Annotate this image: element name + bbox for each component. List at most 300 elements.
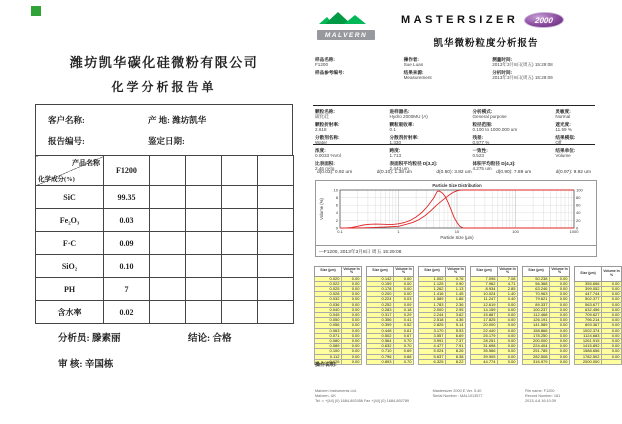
size-cell: 2.244 xyxy=(419,313,446,318)
chem-table-row xyxy=(36,278,294,301)
y-left-tick-label: 0 xyxy=(335,225,338,231)
size-cell: 11.247 xyxy=(471,297,498,302)
component-label: F·C xyxy=(36,232,104,255)
volume-cell: 0.90 xyxy=(446,281,466,286)
size-cell: 0.080 xyxy=(315,339,342,344)
volume-cell: 0.00 xyxy=(342,302,362,307)
size-cell: 178.250 xyxy=(523,333,550,338)
size-cell: 0.022 xyxy=(315,281,342,286)
corner-composition-label: 化学成分(%) xyxy=(38,176,75,183)
field-value: Measurement xyxy=(403,75,432,81)
field-value: 0.1 xyxy=(389,127,396,133)
volume-cell: 0.00 xyxy=(342,333,362,338)
field-value: 0.523 xyxy=(472,153,484,159)
volume-cell: 0.00 xyxy=(602,328,622,333)
chem-table-row xyxy=(36,232,294,255)
volume-cell: 0.00 xyxy=(342,276,362,281)
empty-cell xyxy=(258,209,294,232)
component-label: SiO₂ xyxy=(36,255,104,278)
footer-block xyxy=(315,389,433,403)
size-cell: 0.356 xyxy=(367,318,394,323)
x-tick-label: 0.1 xyxy=(337,229,343,234)
empty-cell xyxy=(150,186,186,209)
y-right-tick-label: 20 xyxy=(576,217,581,223)
size-cell: 3.991 xyxy=(419,339,446,344)
volume-cell: 0.00 xyxy=(342,307,362,312)
malvern-wordmark: MALVERN xyxy=(317,30,375,40)
empty-cell xyxy=(222,255,258,278)
volume-cell: 0.00 xyxy=(498,333,518,338)
field-label: 样品参考编号: xyxy=(315,69,345,75)
volume-cell: 0.70 xyxy=(394,339,414,344)
volume-cell: 2.85 xyxy=(498,287,518,292)
y-left-tick-label: 4 xyxy=(335,210,338,216)
size-cell: 1.262 xyxy=(419,287,446,292)
size-cell: 39.905 xyxy=(471,354,498,359)
volume-cell: 0.00 xyxy=(550,333,570,338)
size-cell: 1002.374 xyxy=(575,328,602,333)
field-label: 一致性: xyxy=(472,148,488,153)
footer-line: Record Number: 181 xyxy=(524,393,561,398)
volume-cell: 0.67 xyxy=(394,333,414,338)
field-value: 4.275 um xyxy=(472,166,492,172)
volume-cell: 0.00 xyxy=(602,344,622,349)
volume-cell: 0.00 xyxy=(550,302,570,307)
volume-cell: 0.00 xyxy=(498,302,518,307)
x-tick-label: 10 xyxy=(454,229,460,234)
size-cell: 25.179 xyxy=(471,333,498,338)
volume-cell: 0.00 xyxy=(602,287,622,292)
volume-cell: 5.14 xyxy=(446,323,466,328)
size-cell: 0.089 xyxy=(315,344,342,349)
size-cell: 399.052 xyxy=(575,287,602,292)
empty-cell xyxy=(222,209,258,232)
volume-cell: 7.37 xyxy=(446,339,466,344)
field-label: 颗粒折射率: xyxy=(315,121,340,127)
volume-cell: 1.86 xyxy=(446,297,466,302)
field xyxy=(472,148,551,159)
size-cell: 447.744 xyxy=(575,292,602,297)
volume-cell: 1.40 xyxy=(498,292,518,297)
field xyxy=(555,122,597,133)
volume-cell: 0.00 xyxy=(342,297,362,302)
size-header: Size (µm) xyxy=(575,267,602,282)
volume-cell: 4.71 xyxy=(498,281,518,286)
volume-cell: 0.00 xyxy=(342,281,362,286)
chart-title: Particle Size Distribution xyxy=(432,183,482,188)
volume-cell: 8.26 xyxy=(446,349,466,354)
field-value: 0.977 % xyxy=(472,140,490,146)
empty-cell xyxy=(222,301,258,324)
field xyxy=(315,57,400,68)
footer-line: File name: F1200 xyxy=(524,389,555,393)
component-label: PH xyxy=(36,278,104,301)
component-value: 0.03 xyxy=(104,209,150,232)
field xyxy=(390,122,469,133)
percentile-item: d(0.97): 9.92 um xyxy=(555,170,591,175)
size-cell: 563.677 xyxy=(575,302,602,307)
volume-cell: 0.00 xyxy=(550,354,570,359)
result-statistics-fields xyxy=(313,148,599,172)
size-cell: 316.979 xyxy=(523,359,550,364)
size-distribution-table xyxy=(314,266,620,365)
percentile-item: d(0.03): 0.92 um xyxy=(317,170,353,175)
field-value: Off xyxy=(555,140,562,146)
field xyxy=(315,122,386,133)
volume-cell: 0.00 xyxy=(342,287,362,292)
chemical-report-page xyxy=(10,0,310,424)
company-name: 潍坊凯华碳化硅微粉有限公司 xyxy=(69,55,259,70)
size-cell: 0.050 xyxy=(315,318,342,323)
size-table-header-row xyxy=(471,267,518,277)
size-volume-column xyxy=(366,266,414,365)
mastersizer-report-page xyxy=(311,0,620,424)
appraisal-date-label: 鉴定日期: xyxy=(148,136,185,146)
size-cell: 2.518 xyxy=(419,318,446,323)
size-cell: 0.112 xyxy=(315,354,342,359)
volume-cell: 0.00 xyxy=(498,359,518,364)
size-cell: 17.825 xyxy=(471,318,498,323)
size-cell: 1782.502 xyxy=(575,354,602,359)
size-cell: 0.224 xyxy=(367,297,394,302)
component-label: SiC xyxy=(36,186,104,209)
volume-cell: 0.00 xyxy=(602,318,622,323)
volume-cell: 6.69 xyxy=(446,333,466,338)
field-label: 遮光度: xyxy=(555,121,571,127)
field-label: 残差: xyxy=(472,134,484,140)
size-cell: 158.866 xyxy=(523,328,550,333)
size-cell: 709.627 xyxy=(575,313,602,318)
size-table-row xyxy=(575,359,622,364)
volume-cell: 0.00 xyxy=(602,307,622,312)
volume-header: Volume In % xyxy=(602,267,622,282)
size-cell: 0.045 xyxy=(315,313,342,318)
field-value: 0.100 to 1000.000 um xyxy=(472,127,518,133)
y-right-tick-label: 0 xyxy=(576,225,579,231)
size-cell: 0.796 xyxy=(367,354,394,359)
size-cell: 50.238 xyxy=(523,276,550,281)
size-volume-column xyxy=(314,266,362,365)
field-label: 粒径范围: xyxy=(472,121,493,127)
table-corner-cell xyxy=(36,156,104,186)
volume-cell: 0.00 xyxy=(342,339,362,344)
field-value: Volume xyxy=(555,153,571,159)
size-cell: 31.698 xyxy=(471,344,498,349)
size-table-header-row xyxy=(523,267,570,277)
field-label: 结果来源: xyxy=(403,69,424,75)
volume-cell: 0.41 xyxy=(394,318,414,323)
volume-cell: 0.00 xyxy=(498,349,518,354)
size-cell: 1.002 xyxy=(419,276,446,281)
field-value: Normal xyxy=(555,114,571,120)
size-cell: 0.100 xyxy=(315,349,342,354)
mastersizer-wordmark: MASTERSIZER xyxy=(401,14,519,26)
size-cell: 20.000 xyxy=(471,323,498,328)
size-cell: 0.317 xyxy=(367,313,394,318)
volume-cell: 0.00 xyxy=(498,323,518,328)
empty-cell xyxy=(186,186,222,209)
field-value: Hydro 2000MU (A) xyxy=(389,114,428,120)
field xyxy=(472,109,551,120)
volume-cell: 0.00 xyxy=(550,318,570,323)
size-cell: 28.251 xyxy=(471,339,498,344)
footer-line: Mastersizer 2000 E Ver. 5.40 xyxy=(432,389,482,393)
field-label: 样品名称: xyxy=(315,57,335,62)
volume-cell: 0.00 xyxy=(602,339,622,344)
size-cell: 0.564 xyxy=(367,339,394,344)
field-label: 颗粒名称: xyxy=(315,109,335,114)
field-label: 跨度: xyxy=(389,148,401,153)
y-right-tick-label: 80 xyxy=(576,195,581,200)
conclusion-text: 结论: 合格 xyxy=(188,334,232,344)
size-cell: 44.774 xyxy=(471,359,498,364)
size-cell: 355.656 xyxy=(575,281,602,286)
y-right-tick-label: 100 xyxy=(576,187,583,193)
y-left-tick-label: 8 xyxy=(335,195,338,200)
empty-cell xyxy=(186,209,222,232)
chart-legend: —F1200, 2013年3月8日 周五 15:29:08 xyxy=(316,245,596,256)
size-cell: 0.020 xyxy=(315,276,342,281)
malvern-logo xyxy=(317,10,375,40)
field-value: 1.713 xyxy=(389,153,401,159)
size-header: Size (µm) xyxy=(523,267,550,277)
volume-cell: 0.00 xyxy=(602,292,622,297)
empty-product-cell xyxy=(150,156,186,186)
size-header: Size (µm) xyxy=(419,267,446,277)
size-cell: 0.710 xyxy=(367,349,394,354)
volume-cell: 0.00 xyxy=(602,349,622,354)
malvern-mountains-icon xyxy=(317,10,375,25)
size-cell: 0.036 xyxy=(315,302,342,307)
operation-notes-label: 操作说明: xyxy=(315,362,337,368)
size-table-header-row xyxy=(367,267,414,277)
volume-cell: 0.09 xyxy=(394,302,414,307)
particle-size-chart-box xyxy=(315,180,597,257)
size-cell: 0.071 xyxy=(315,333,342,338)
field-value: 碳化硅 xyxy=(315,114,329,120)
chem-table-row xyxy=(36,209,294,232)
size-cell: 89.337 xyxy=(523,302,550,307)
volume-cell: 0.00 xyxy=(550,349,570,354)
volume-cell: 0.76 xyxy=(446,276,466,281)
percentile-values-row xyxy=(313,170,595,175)
volume-cell: 7.91 xyxy=(446,344,466,349)
size-cell: 7.962 xyxy=(471,281,498,286)
volume-cell: 0.03 xyxy=(394,297,414,302)
field-value: 2.618 xyxy=(315,127,327,133)
field xyxy=(404,70,489,81)
size-cell: 14.159 xyxy=(471,307,498,312)
field-value: 2013年3月8日(周五) 15:29:09 xyxy=(492,75,553,81)
volume-cell: 0.52 xyxy=(394,323,414,328)
field-label: 结果单位: xyxy=(555,148,576,153)
report-title: 化学分析报告单 xyxy=(111,80,217,94)
empty-cell xyxy=(186,301,222,324)
customer-name-label: 客户名称: xyxy=(48,115,85,125)
origin-label: 产 地: 潍坊凯华 xyxy=(148,115,207,125)
volume-cell: 0.00 xyxy=(550,359,570,364)
field-value: 2.46 m²/g xyxy=(315,166,335,172)
field-value xyxy=(315,75,400,80)
y-left-tick-label: 6 xyxy=(335,202,338,208)
size-cell: 0.178 xyxy=(367,287,394,292)
size-cell: 1.783 xyxy=(419,302,446,307)
y-right-tick-label: 40 xyxy=(576,210,581,216)
empty-product-cell xyxy=(258,156,294,186)
empty-cell xyxy=(258,301,294,324)
volume-cell: 0.00 xyxy=(550,323,570,328)
volume-cell: 0.00 xyxy=(394,276,414,281)
field xyxy=(555,109,597,120)
product-name-cell: F1200 xyxy=(104,156,150,186)
field-label: 分散剂折射率: xyxy=(389,134,419,140)
size-cell: 0.126 xyxy=(315,359,342,364)
volume-cell: 0.00 xyxy=(550,292,570,297)
volume-cell: 0.00 xyxy=(342,323,362,328)
section-divider xyxy=(313,144,595,145)
size-cell: 0.283 xyxy=(367,307,394,312)
field xyxy=(315,109,386,120)
volume-cell: 0.00 xyxy=(550,344,570,349)
empty-cell xyxy=(258,278,294,301)
field xyxy=(404,57,489,68)
y-left-tick-label: 2 xyxy=(335,217,338,223)
volume-cell: 0.00 xyxy=(342,328,362,333)
field-label: 颗粒吸收率: xyxy=(389,121,414,127)
size-cell: 12.619 xyxy=(471,302,498,307)
section-divider xyxy=(313,105,595,106)
volume-cell: 0.00 xyxy=(498,344,518,349)
size-table-row xyxy=(471,359,518,364)
chem-table-row xyxy=(36,255,294,278)
size-cell: 141.589 xyxy=(523,323,550,328)
empty-cell xyxy=(150,301,186,324)
volume-cell xyxy=(602,359,622,364)
volume-cell: 0.00 xyxy=(342,359,362,364)
volume-cell: 0.00 xyxy=(498,328,518,333)
report-number-label: 报告编号: xyxy=(48,136,85,146)
volume-cell: 0.00 xyxy=(550,281,570,286)
size-table-header-row xyxy=(575,267,622,282)
volume-cell: 0.00 xyxy=(394,292,414,297)
volume-header: Volume In % xyxy=(343,266,360,275)
field-label: 测量时间: xyxy=(492,57,513,62)
size-cell: 2.825 xyxy=(419,323,446,328)
size-cell: 0.056 xyxy=(315,323,342,328)
size-volume-column xyxy=(418,266,466,365)
field-label: 灵敏度: xyxy=(555,109,571,114)
size-table-row xyxy=(523,359,570,364)
component-value: 0.09 xyxy=(104,232,150,255)
field-value: 1.330 xyxy=(389,140,401,146)
empty-cell xyxy=(222,232,258,255)
volume-cell: 0.29 xyxy=(394,313,414,318)
size-cell: 0.448 xyxy=(367,328,394,333)
field-value: Water xyxy=(315,140,328,146)
mastersizer-report-title: 凯华微粉粒度分析报告 xyxy=(433,38,539,49)
chem-table-row xyxy=(36,301,294,324)
field-value: 2013年3月8日(周五) 15:29:08 xyxy=(492,62,553,68)
volume-cell: 0.00 xyxy=(602,323,622,328)
size-cell: 1261.915 xyxy=(575,339,602,344)
volume-cell: 0.00 xyxy=(498,307,518,312)
volume-cell: 0.00 xyxy=(602,333,622,338)
volume-cell: 0.68 xyxy=(394,354,414,359)
field xyxy=(315,148,386,159)
field-value: 0.0033 %Vol xyxy=(315,153,341,159)
field-value: 2.443 um xyxy=(389,166,409,172)
volume-header: Volume In % xyxy=(499,266,516,275)
chemical-composition-table xyxy=(35,155,294,324)
size-cell: 6.325 xyxy=(419,359,446,364)
field-value: 11.59 % xyxy=(555,127,572,133)
field-value: F1200 xyxy=(315,62,329,68)
size-cell: 10.024 xyxy=(471,292,498,297)
size-cell: 0.032 xyxy=(315,297,342,302)
volume-cell: 0.00 xyxy=(550,339,570,344)
footer-line: Malvern, UK xyxy=(315,393,336,398)
size-cell: 1588.656 xyxy=(575,349,602,354)
size-cell: 3.557 xyxy=(419,333,446,338)
size-cell: 79.621 xyxy=(523,297,550,302)
size-volume-column xyxy=(522,266,570,365)
size-cell: 15.887 xyxy=(471,313,498,318)
field-label: 表面积平均粒径 D[3,2]: xyxy=(389,160,438,166)
size-cell: 100.237 xyxy=(523,307,550,312)
volume-cell: 0.00 xyxy=(602,302,622,307)
size-cell: 63.246 xyxy=(523,287,550,292)
size-header: Size (µm) xyxy=(315,267,342,277)
volume-cell: 0.00 xyxy=(550,297,570,302)
size-cell: 0.252 xyxy=(367,302,394,307)
volume-cell: 0.00 xyxy=(498,318,518,323)
field-value: Sue Luan xyxy=(403,62,424,68)
mastersizer-2000-badge: 2000 xyxy=(524,12,566,28)
volume-header: Volume In % xyxy=(551,266,568,275)
field xyxy=(390,109,469,120)
component-value: 7 xyxy=(104,278,150,301)
volume-cell: 0.00 xyxy=(498,354,518,359)
size-cell: 200.000 xyxy=(523,339,550,344)
empty-cell xyxy=(258,186,294,209)
size-cell: 2.000 xyxy=(419,307,446,312)
footer-line: Serial Number : MAL1013577 xyxy=(432,393,483,398)
field xyxy=(472,122,551,133)
volume-header: Volume In % xyxy=(447,266,464,275)
volume-cell: 1.45 xyxy=(446,292,466,297)
volume-cell: 2.95 xyxy=(446,307,466,312)
size-cell: 1.589 xyxy=(419,297,446,302)
empty-cell xyxy=(258,232,294,255)
size-cell: 796.214 xyxy=(575,318,602,323)
volume-cell: 0.00 xyxy=(342,344,362,349)
y-left-tick-label: 10 xyxy=(333,187,338,193)
volume-cell: 0.40 xyxy=(498,297,518,302)
percentile-item: d(0.90): 7.89 um xyxy=(496,170,532,175)
size-volume-column xyxy=(574,266,622,365)
info-row xyxy=(36,114,292,126)
size-cell: 0.200 xyxy=(367,292,394,297)
analyst-signature: 分析员: 滕素丽 xyxy=(58,334,121,344)
component-value: 0.10 xyxy=(104,255,150,278)
size-cell: 1.416 xyxy=(419,292,446,297)
size-cell: 0.502 xyxy=(367,333,394,338)
field-label: 操作者: xyxy=(403,57,419,62)
size-cell: 1124.683 xyxy=(575,333,602,338)
volume-header: Volume In % xyxy=(395,266,412,275)
empty-cell xyxy=(150,209,186,232)
size-table-row xyxy=(419,359,466,364)
